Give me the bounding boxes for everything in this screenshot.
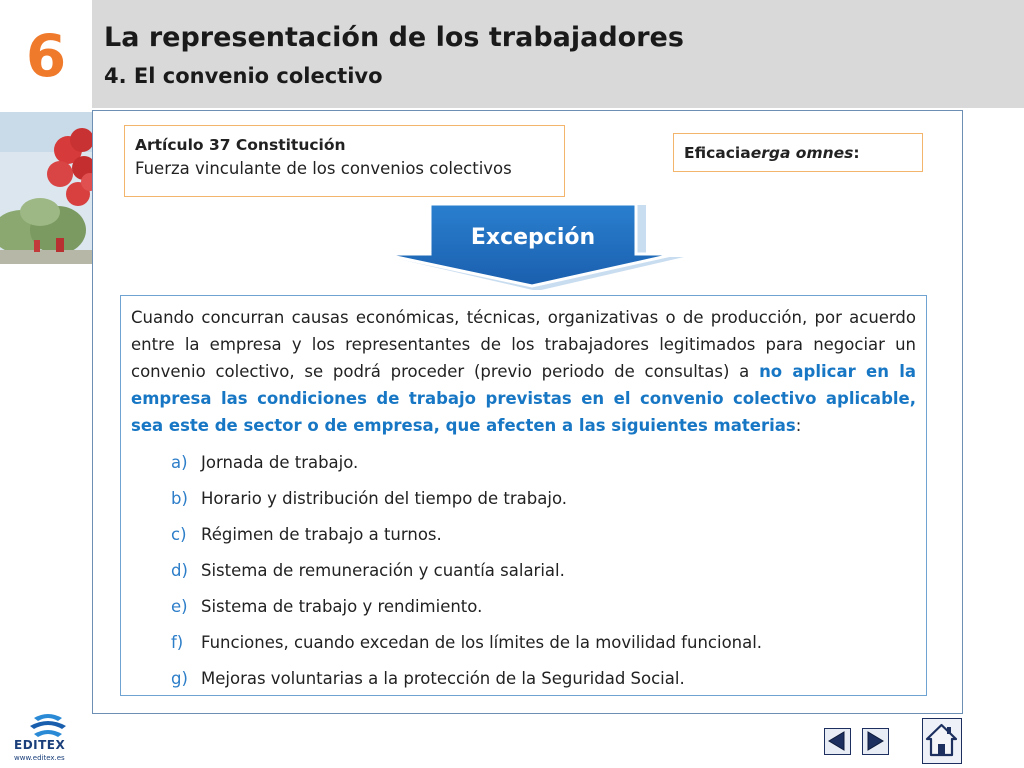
list-letter: f) xyxy=(171,633,184,652)
list-item xyxy=(171,445,916,481)
end-text: : xyxy=(795,416,802,435)
list-item xyxy=(171,517,916,553)
highlight-text: no aplicar en la empresa las condiciones de trabajo previstas en el convenio colectivo aplicable, sea este de sector o de empresa, que afecten a las siguientes materias xyxy=(131,362,917,435)
materias-list xyxy=(131,445,916,697)
page-subtitle: 4. El convenio colectivo xyxy=(104,64,383,88)
erga-omnes-box xyxy=(673,133,923,172)
list-text: Horario y distribución del tiempo de trabajo. xyxy=(201,489,567,508)
balloons-photo xyxy=(0,112,93,264)
list-letter: b) xyxy=(171,489,188,508)
exception-label: Excepción xyxy=(470,224,596,250)
editex-logo-text: EDITEX xyxy=(14,738,66,752)
list-text: Funciones, cuando excedan de los límites de la movilidad funcional. xyxy=(201,633,763,652)
page-title: La representación de los trabajadores xyxy=(104,22,684,53)
exception-paragraph xyxy=(131,304,916,439)
article-text: Fuerza vinculante de los convenios colectivos xyxy=(135,159,512,178)
list-item xyxy=(171,589,916,625)
article-37-box xyxy=(124,125,565,197)
header-band xyxy=(92,0,1024,108)
list-letter: g) xyxy=(171,669,188,688)
list-item xyxy=(171,661,916,697)
list-text: Régimen de trabajo a turnos. xyxy=(201,525,442,544)
editex-logo-url[interactable]: www.editex.es xyxy=(14,754,65,762)
article-title: Artículo 37 Constitución xyxy=(135,136,346,154)
triangle-right-icon xyxy=(863,729,887,753)
list-item xyxy=(171,625,916,661)
home-button[interactable] xyxy=(922,718,962,764)
list-text: Jornada de trabajo. xyxy=(201,453,359,472)
erga-italic: erga omnes xyxy=(750,143,854,162)
triangle-left-icon xyxy=(825,729,849,753)
list-letter: c) xyxy=(171,525,187,544)
list-letter: d) xyxy=(171,561,188,580)
list-letter: a) xyxy=(171,453,188,472)
list-item xyxy=(171,481,916,517)
home-icon xyxy=(923,719,960,762)
list-text: Mejoras voluntarias a la protección de la Seguridad Social. xyxy=(201,669,685,688)
next-slide-button[interactable] xyxy=(862,728,889,755)
list-item xyxy=(171,553,916,589)
erga-prefix: Eficacia xyxy=(684,143,751,162)
previous-slide-button[interactable] xyxy=(824,728,851,755)
exception-details-box xyxy=(120,295,927,696)
erga-suffix: : xyxy=(853,143,860,162)
chapter-number: 6 xyxy=(25,22,67,90)
list-text: Sistema de trabajo y rendimiento. xyxy=(201,597,483,616)
list-text: Sistema de remuneración y cuantía salarial. xyxy=(201,561,565,580)
list-letter: e) xyxy=(171,597,188,616)
intro-text: Cuando concurran causas económicas, técnicas, organizativas o de producción, por acuerdo entre la empresa y los representantes de los trabajadores legitimados para negociar un convenio colectivo, se podrá proceder (previo periodo de consultas) a xyxy=(131,308,916,381)
